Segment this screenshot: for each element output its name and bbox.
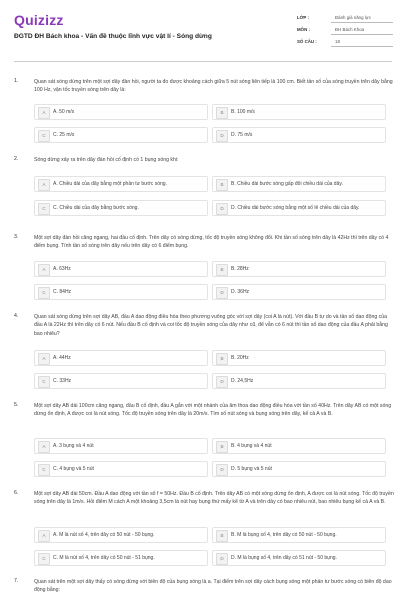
option-letter: C xyxy=(38,287,50,299)
option-letter: A xyxy=(38,530,50,542)
option-text: C. M là nút số 4, trên dây có 50 nút - 51 bụng. xyxy=(53,554,155,561)
option-letter: C xyxy=(38,203,50,215)
option-text: D. M là bụng số 4, trên dây có 51 nút - 50 bụng. xyxy=(231,554,337,561)
option-b[interactable] xyxy=(212,261,386,277)
option-text: D. 36Hz xyxy=(231,288,250,295)
meta-subject-underline xyxy=(331,34,393,35)
option-letter: D xyxy=(216,376,228,388)
option-letter: B xyxy=(216,179,228,191)
question-number: 4. xyxy=(14,313,19,319)
worksheet-meta xyxy=(297,12,393,48)
option-letter: A xyxy=(38,179,50,191)
meta-class-value: Đánh giá năng lực xyxy=(335,15,371,20)
option-a[interactable] xyxy=(34,104,208,120)
option-letter: D xyxy=(216,287,228,299)
option-c[interactable] xyxy=(34,127,208,143)
meta-count-label: SỐ CÂU : xyxy=(297,39,317,44)
option-c[interactable] xyxy=(34,373,208,389)
meta-count-underline xyxy=(331,46,393,47)
option-text: C. 33Hz xyxy=(53,377,72,384)
option-text: A. 50 m/s xyxy=(53,108,75,115)
option-text: B. 100 m/s xyxy=(231,108,255,115)
option-a[interactable] xyxy=(34,176,208,192)
option-letter: D xyxy=(216,464,228,476)
option-c[interactable] xyxy=(34,200,208,216)
question-text: Quan sát trên một sợi dây thấy có sóng dừng với biên độ của bụng sóng là a. Tại điểm trên sợi dây cách bụng sóng một phần tư bước sóng có biên độ dao động bằng: xyxy=(34,579,392,594)
question-text: Quan sát sóng dừng trên một sợi dây đàn hồi, người ta đo được khoảng cách giữa 5 nút sóng liên tiếp là 100 cm. Biết tần số của sóng truyền trên dây bằng 100 Hz, vận tốc truyền sóng trên dây là: xyxy=(34,79,393,94)
option-letter: B xyxy=(216,530,228,542)
option-a[interactable] xyxy=(34,438,208,454)
option-c[interactable] xyxy=(34,461,208,477)
option-c[interactable] xyxy=(34,550,208,566)
question-number: 6. xyxy=(14,490,19,496)
question-number: 5. xyxy=(14,402,19,408)
option-a[interactable] xyxy=(34,261,208,277)
option-text: C. 84Hz xyxy=(53,288,72,295)
option-text: B. M là bụng số 4, trên dây có 50 nút - 50 bụng. xyxy=(231,531,337,538)
option-letter: D xyxy=(216,553,228,565)
option-text: B. Chiều dài bước sóng gấp đôi chiều dài của dây. xyxy=(231,180,343,187)
option-d[interactable] xyxy=(212,461,386,477)
option-text: D. Chiều dài bước sóng bằng một số lẻ chiều dài của dây. xyxy=(231,204,360,211)
option-letter: B xyxy=(216,353,228,365)
option-text: C. 25 m/s xyxy=(53,131,75,138)
meta-subject xyxy=(297,24,393,36)
worksheet-title: ĐGTD ĐH Bách khoa - Vấn đề thuộc lĩnh vực vật lí - Sóng dừng xyxy=(14,33,212,40)
option-text: A. 63Hz xyxy=(53,265,71,272)
option-d[interactable] xyxy=(212,284,386,300)
option-letter: A xyxy=(38,264,50,276)
option-letter: B xyxy=(216,264,228,276)
meta-count-value: 18 xyxy=(335,39,340,44)
option-d[interactable] xyxy=(212,200,386,216)
question-number: 2. xyxy=(14,156,19,162)
meta-subject-label: MÔN : xyxy=(297,27,310,32)
option-text: B. 4 bụng và 4 nút xyxy=(231,442,272,449)
question-number: 7. xyxy=(14,578,19,584)
option-letter: B xyxy=(216,441,228,453)
worksheet-header xyxy=(0,0,400,62)
option-text: D. 75 m/s xyxy=(231,131,253,138)
option-letter: A xyxy=(38,353,50,365)
meta-count xyxy=(297,36,393,48)
option-letter: D xyxy=(216,130,228,142)
option-a[interactable] xyxy=(34,350,208,366)
option-letter: A xyxy=(38,441,50,453)
option-text: A. M là nút số 4, trên dây có 50 nút - 50 bụng. xyxy=(53,531,155,538)
question-text: Một sợi dây AB dài 50cm. Đầu A dao động với tần số f = 50Hz. Đầu B cố định. Trên dây AB có một sóng dừng ổn định, A được coi là nút sóng. Tốc độ truyền sóng trên dây là 1m/s. Hỏi điểm M cách A một khoảng 3,5cm là nút hay bụng thứ mấy kể từ A và trên dây có bao nhiêu nút, bao nhiêu bụng kể cả A và B. xyxy=(34,491,394,506)
option-letter: C xyxy=(38,376,50,388)
option-c[interactable] xyxy=(34,284,208,300)
option-text: B. 20Hz xyxy=(231,354,249,361)
option-a[interactable] xyxy=(34,527,208,543)
option-b[interactable] xyxy=(212,438,386,454)
option-b[interactable] xyxy=(212,527,386,543)
option-text: C. Chiều dài của dây bằng bước sóng. xyxy=(53,204,139,211)
option-b[interactable] xyxy=(212,104,386,120)
question-text: Một sợi dây AB dài 100cm căng ngang, đầu B cố định, đầu A gắn với một nhánh của âm thoa dao động điều hòa với tần số 40Hz. Trên dây AB có một sóng dừng ổn định, A được coi là nút sóng. Tốc độ truyền sóng trên dây là 20m/s. Tìm số nút sóng và bụng sóng trên dây, kể cả A và B. xyxy=(34,403,392,418)
option-text: D. 24,5Hz xyxy=(231,377,254,384)
header-divider xyxy=(14,61,392,62)
option-text: D. 5 bụng và 5 nút xyxy=(231,465,272,472)
option-letter: C xyxy=(38,130,50,142)
question-text: Sóng dừng xảy ra trên dây đàn hồi cố định có 1 bụng sóng khi: xyxy=(34,157,179,163)
option-b[interactable] xyxy=(212,350,386,366)
quizizz-logo: Quizizz xyxy=(14,12,64,28)
meta-subject-value: ĐH Bách Khoa xyxy=(335,27,365,32)
meta-class xyxy=(297,12,393,24)
question-text: Một sợi dây đàn hồi căng ngang, hai đầu cố định. Trên dây có sóng dừng, tốc độ truyền sóng không đổi. Khi tần số sóng trên dây là 42Hz thì trên dây có 4 điểm bụng. Tính tần số sóng trên dây nếu trên dây có 6 điểm bụng. xyxy=(34,235,389,250)
option-d[interactable] xyxy=(212,373,386,389)
option-d[interactable] xyxy=(212,550,386,566)
option-text: A. 44Hz xyxy=(53,354,71,361)
option-d[interactable] xyxy=(212,127,386,143)
option-text: A. 3 bụng và 4 nút xyxy=(53,442,94,449)
meta-class-label: LỚP : xyxy=(297,15,309,20)
question-number: 3. xyxy=(14,234,19,240)
option-letter: C xyxy=(38,553,50,565)
option-letter: C xyxy=(38,464,50,476)
option-letter: A xyxy=(38,107,50,119)
question-number: 1. xyxy=(14,78,19,84)
question-text: Quan sát sóng dừng trên sợi dây AB, đầu A dao động điều hòa theo phương vuông góc với sợi dây (coi A là nút). Với đầu B tự do và tần số dao động của đầu A là 22Hz thì trên dây có 6 nút. Nếu đầu B cố định và coi tốc độ truyền sóng của dây như cũ, để vẫn có 6 nút thì tần số dao động của đầu A phải bằng bao nhiêu? xyxy=(34,314,388,337)
option-text: C. 4 bụng và 5 nút xyxy=(53,465,94,472)
option-letter: B xyxy=(216,107,228,119)
option-text: A. Chiều dài của dây bằng một phần tư bước sóng. xyxy=(53,180,167,187)
meta-class-underline xyxy=(331,22,393,23)
option-b[interactable] xyxy=(212,176,386,192)
option-text: B. 28Hz xyxy=(231,265,249,272)
option-letter: D xyxy=(216,203,228,215)
